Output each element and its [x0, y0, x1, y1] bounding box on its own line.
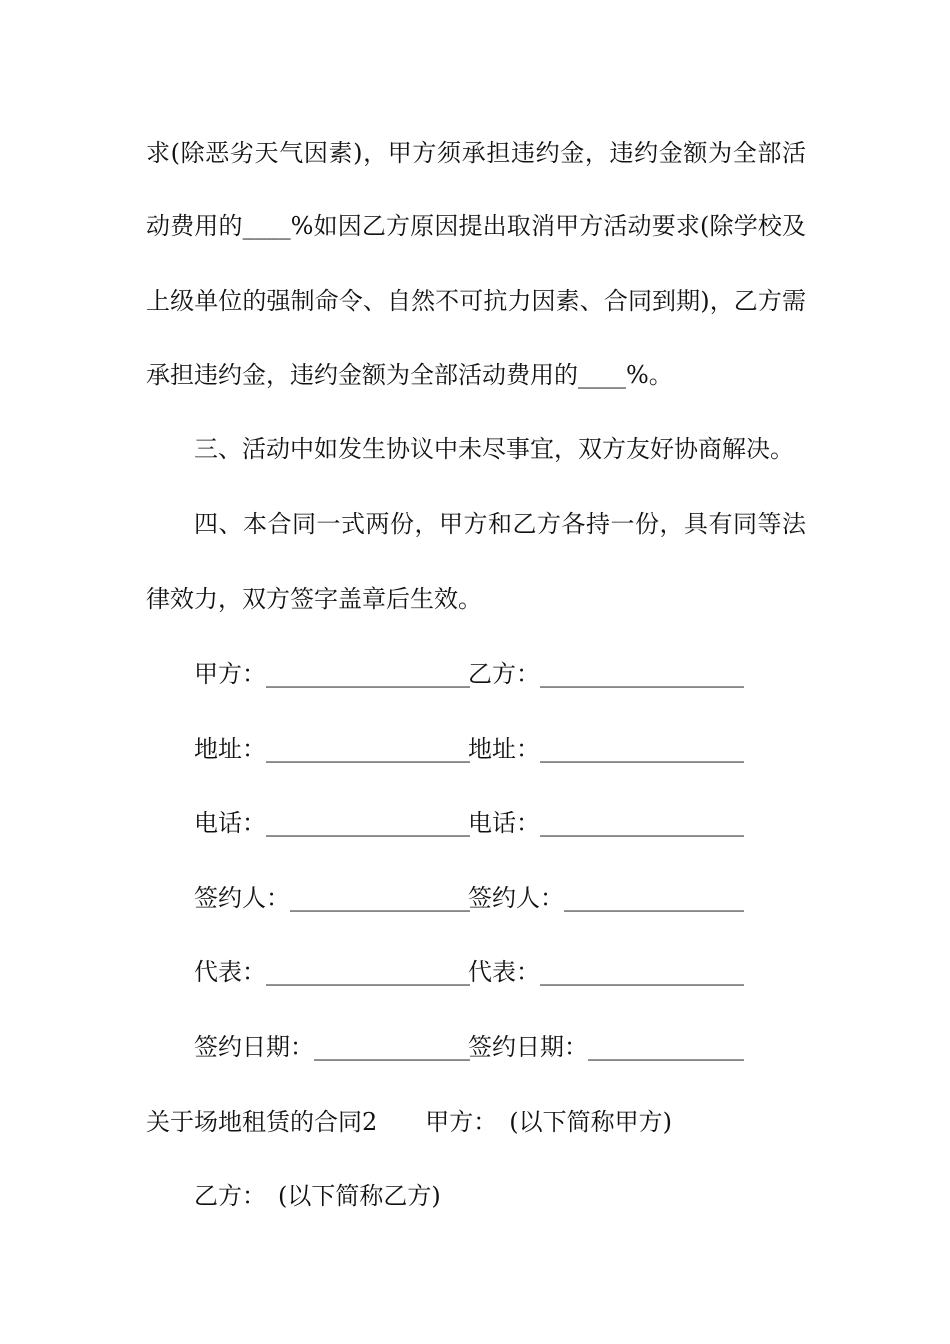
clause-three: 三、活动中如发生协议中未尽事宜，双方友好协商解决。	[194, 435, 794, 463]
address-a-field: 地址：_________________	[194, 735, 470, 763]
clause-four-line-2: 律效力，双方签字盖章后生效。	[146, 585, 482, 613]
sign-date-a-field: 签约日期：_____________	[194, 1033, 470, 1061]
signer-a-field: 签约人：_______________	[194, 884, 470, 912]
paragraph-line: 动费用的____%如因乙方原因提出取消甲方活动要求(除学校及	[146, 212, 806, 240]
phone-b-field: 电话：_________________	[468, 809, 744, 837]
paragraph-line: 求(除恶劣天气因素)，甲方须承担违约金，违约金额为全部活	[146, 139, 806, 167]
paragraph-line: 承担违约金，违约金额为全部活动费用的____%。	[146, 361, 673, 389]
representative-b-field: 代表：_________________	[468, 958, 744, 986]
signer-b-field: 签约人：_______________	[468, 884, 744, 912]
party-b-field: 乙方：_________________	[468, 660, 744, 688]
phone-a-field: 电话：_________________	[194, 809, 470, 837]
representative-a-field: 代表：_________________	[194, 958, 470, 986]
paragraph-line: 上级单位的强制命令、自然不可抗力因素、合同到期)，乙方需	[146, 287, 806, 315]
sign-date-b-field: 签约日期：_____________	[468, 1033, 744, 1061]
contract-2-title: 关于场地租赁的合同2 甲方： (以下简称甲方)	[146, 1108, 672, 1136]
party-a-field: 甲方：_________________	[194, 660, 470, 688]
contract-2-party-b: 乙方： (以下简称乙方)	[194, 1182, 441, 1210]
address-b-field: 地址：_________________	[468, 735, 744, 763]
clause-four-line-1: 四、本合同一式两份，甲方和乙方各持一份，具有同等法	[194, 510, 806, 538]
